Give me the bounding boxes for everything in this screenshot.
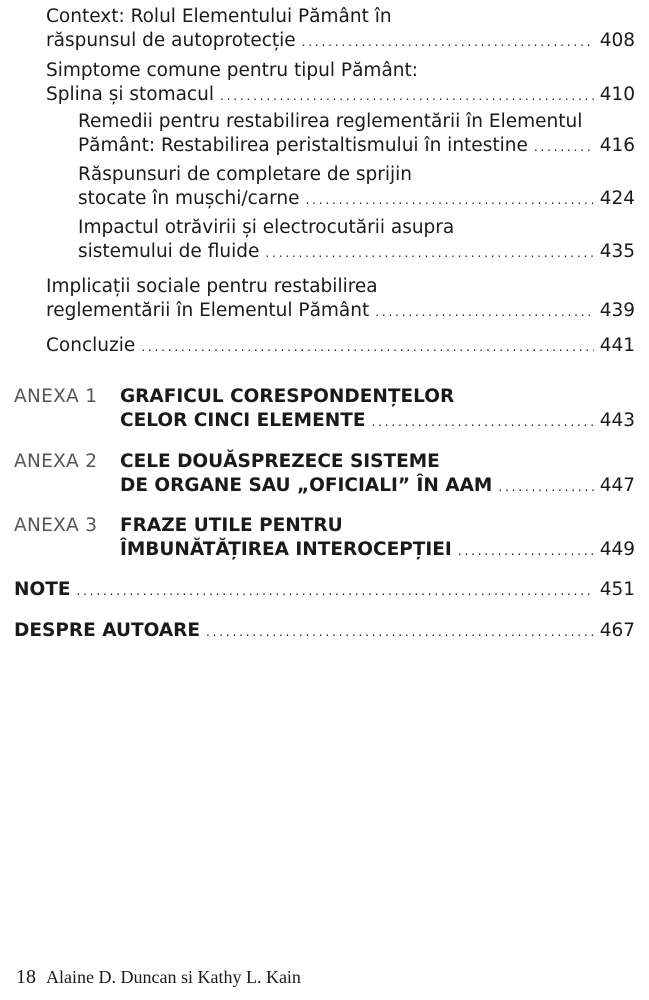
toc-annex[interactable] (14, 385, 635, 433)
toc-entry-page: 408 (599, 30, 635, 51)
dot-leader (302, 29, 594, 54)
toc-annex[interactable] (14, 450, 635, 498)
toc-entry-page: 435 (599, 241, 635, 262)
page-footer (16, 966, 301, 989)
dot-leader (306, 187, 594, 212)
toc-entry[interactable] (46, 5, 635, 54)
dot-leader (141, 334, 593, 359)
annex-title-line1: GRAFICUL CORESPONDENȚELOR (120, 386, 455, 407)
toc-entry-page: 439 (599, 300, 635, 321)
toc-entry-page: 424 (599, 188, 635, 209)
annex-title-line1: CELE DOUĂSPREZECE SISTEME (120, 451, 440, 472)
annex-page: 447 (599, 475, 635, 496)
annex-label: ANEXA 1 (14, 386, 98, 407)
toc-entry-title-line2: reglementării în Elementul Pământ (46, 300, 370, 321)
toc-entry-title-line2: stocate în mușchi/carne (78, 188, 300, 209)
toc-entry-title-line2: Pământ: Restabilirea peristaltismului în intestine (78, 135, 528, 156)
dot-leader (375, 299, 593, 324)
annex-title-line1: FRAZE UTILE PENTRU (120, 515, 343, 536)
toc-entry-title-line1: Implicații sociale pentru restabilirea (46, 276, 378, 297)
toc-entry-title-line1: Simptome comune pentru tipul Pământ: (46, 60, 418, 81)
toc-entry-title-line1: Remedii pentru restabilirea reglementării în Elementul (78, 111, 583, 132)
annex-page: 443 (599, 410, 635, 431)
running-footer-authors: Alaine D. Duncan si Kathy L. Kain (46, 967, 301, 987)
annex-title-line2: DE ORGANE SAU „OFICIALI” ÎN AAM (120, 475, 493, 496)
dot-leader (220, 83, 594, 108)
toc-entry[interactable] (78, 163, 635, 212)
toc-entry-about-authors[interactable] (14, 619, 635, 644)
toc-entry[interactable] (78, 110, 635, 159)
toc-entry-title-line2: răspunsul de autoprotecție (46, 30, 296, 51)
dot-leader (458, 538, 594, 563)
dot-leader (206, 619, 594, 644)
toc-entry-title-line2: sistemului de fluide (78, 241, 260, 262)
dot-leader (265, 240, 593, 265)
folio-number: 18 (16, 966, 36, 988)
annex-title-line2: ÎMBUNĂTĂȚIREA INTEROCEPȚIEI (120, 539, 452, 560)
toc-annex[interactable] (14, 514, 635, 562)
toc-entry-title-line2: Splina și stomacul (46, 84, 214, 105)
toc-entry-title-line1: Context: Rolul Elementului Pământ în (46, 6, 392, 27)
annex-page: 449 (599, 539, 635, 560)
toc-entry-title-line1: Impactul otrăvirii și electrocutării asupra (78, 217, 455, 238)
toc-entry-page: 410 (599, 84, 635, 105)
toc-entry-page: 467 (599, 620, 635, 641)
dot-leader (498, 474, 593, 499)
toc-entry-notes[interactable] (14, 578, 635, 603)
annex-label: ANEXA 2 (14, 451, 98, 472)
dot-leader (76, 578, 593, 603)
toc-entry-title: DESPRE AUTOARE (14, 620, 201, 641)
toc-entry-title: Concluzie (46, 335, 136, 356)
toc-entry-page: 416 (599, 135, 635, 156)
toc-entry-title-line1: Răspunsuri de completare de sprijin (78, 164, 412, 185)
annex-label: ANEXA 3 (14, 515, 98, 536)
annex-title-line2: CELOR CINCI ELEMENTE (120, 410, 366, 431)
toc-entry-title: NOTE (14, 579, 71, 600)
toc-entry[interactable] (46, 275, 635, 324)
toc-entry[interactable] (78, 216, 635, 265)
dot-leader (534, 134, 594, 159)
toc-entry[interactable] (46, 59, 635, 108)
dot-leader (371, 409, 593, 434)
toc-entry[interactable] (46, 334, 635, 359)
toc-entry-page: 441 (599, 335, 635, 356)
toc-entry-page: 451 (599, 579, 635, 600)
